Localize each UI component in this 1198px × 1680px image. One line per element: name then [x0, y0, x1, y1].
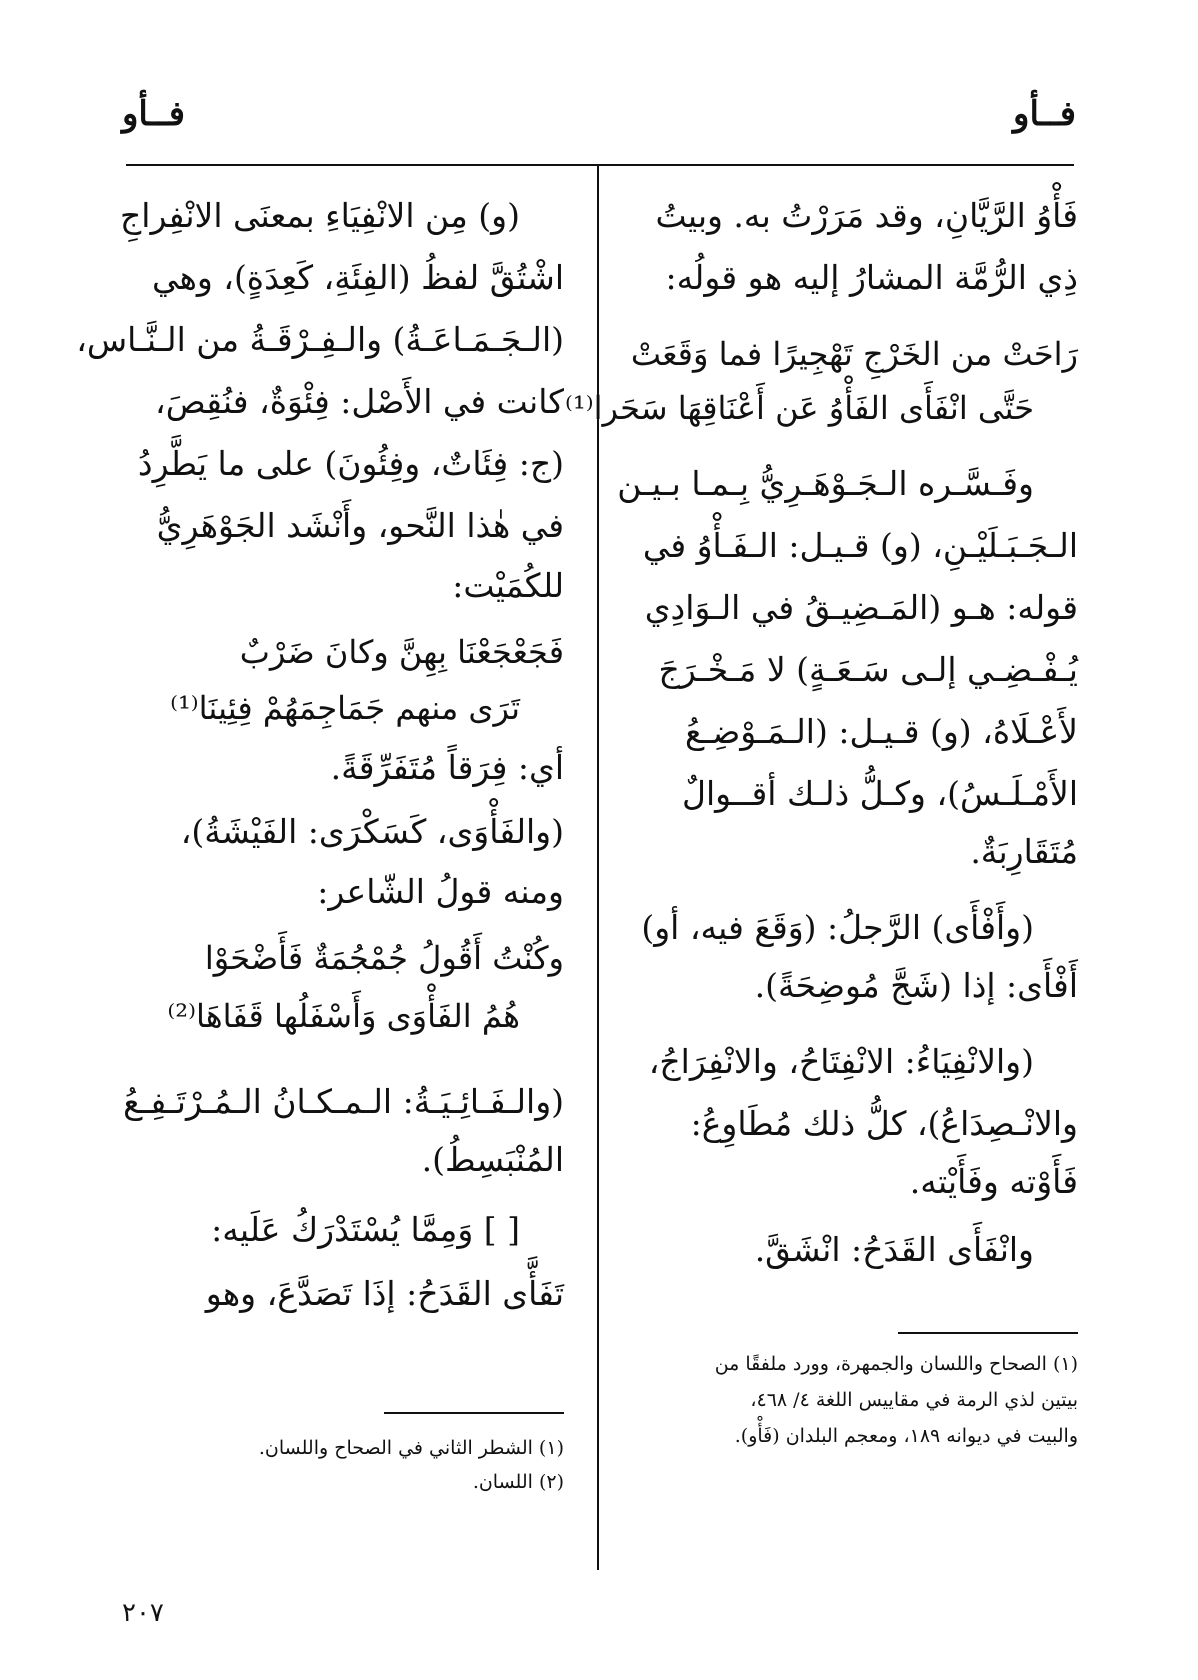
text-line: (والـفَـائِـيَـةُ: الـمـكـانُ الـمُـرْتَـفِـعُ [123, 1082, 564, 1121]
text-line: لأَعْـلَاهُ، (و) قـيـل: (الـمَـوْضِـعُ [685, 712, 1078, 751]
text-line: اشْتُقَّ لفظُ (الفِئَةِ، كَعِدَةٍ)، وهي [151, 258, 564, 297]
text-line: (الـجَـمَـاعَـةُ) والـفِـرْقَـةُ من الـنَّـاس، [76, 320, 564, 359]
text-line: فَأَوْته وفَأَيْته. [909, 1162, 1078, 1201]
text-line: [ ] وَمِمَّا يُسْتَدْرَكُ عَلَيه: [211, 1210, 520, 1249]
text-line: في هٰذا النَّحو، وأَنْشَد الجَوْهَرِيُّ [156, 506, 564, 545]
header-rule [126, 164, 1074, 166]
verse-line: هُمُ الفَأْوَى وَأَسْفَلُها قَفَاهَا⁽²⁾ [167, 997, 520, 1035]
text-line: أي: فِرَقاً مُتَفَرِّقَةً. [330, 748, 564, 787]
text-line: للكُمَيْت: [452, 566, 564, 605]
verse-line: رَاحَتْ من الخَرْجِ تَهْجِيرًا فما وَقَعَتْ [630, 335, 1078, 373]
verse-line: حَتَّى انْفَأَى الفَأْوُ عَن أَعْنَاقِهَا سَحَرا⁽¹⁾ [565, 389, 1034, 427]
text-line: وفَـسَّـره الـجَـوْهَـرِيُّ بِـمـا بـيـن [617, 464, 1034, 503]
text-line: كانت في الأَصْل: فِئْوَةٌ، فنُقِصَ، [155, 382, 564, 421]
column-divider [597, 166, 599, 1570]
text-line: وانْفَأَى القَدَحُ: انْشَقَّ. [754, 1230, 1034, 1269]
footnote-line: (١) الشطر الثاني في الصحاح واللسان. [258, 1437, 564, 1459]
footnote-rule-left [384, 1412, 564, 1414]
footnote-line: والبيت في ديوانه ١٨٩، ومعجم البلدان (فَأْو). [734, 1425, 1078, 1447]
text-line: أَفْأَى: إذا (شَجَّ مُوضِحَةً). [754, 966, 1078, 1005]
text-line: المُنْبَسِطُ). [421, 1140, 564, 1179]
text-line: (و) مِن الانْفِيَاءِ بمعنَى الانْفِراجِ [119, 196, 520, 235]
header-right-title: فــأو [1013, 94, 1076, 134]
text-line: (والانْفِيَاءُ: الانْفِتَاحُ، والانْفِرَاجُ، [648, 1042, 1034, 1081]
text-line: الـجَـبَـلَيْـنِ، (و) قـيـل: الـفَـأْوُ في [642, 526, 1078, 565]
page-number: ٢٠٧ [122, 1598, 164, 1628]
footnote-line: بيتين لذي الرمة في مقاييس اللغة ٤/ ٤٦٨، [750, 1389, 1078, 1411]
text-line: والانْـصِدَاعُ)، كلُّ ذلك مُطَاوِعُ: [690, 1104, 1078, 1143]
verse-line: تَرَى منهم جَمَاجِمَهُمْ فِئِينَا⁽¹⁾ [170, 689, 520, 727]
verse-line: وكُنْتُ أَقُولُ جُمْجُمَةٌ فَأَضْحَوْا [204, 939, 564, 977]
text-line: قوله: هـو (المَـضِيـقُ في الـوَادِي [644, 588, 1078, 627]
text-line: ذِي الرُّمَّة المشارُ إليه هو قولُه: [665, 258, 1078, 297]
text-line: (ج: فِئَاتٌ، وفِئُونَ) على ما يَطَّرِدُ [137, 444, 564, 483]
text-line: (وأَفْأَى) الرَّجلُ: (وَقَعَ فيه، أو) [641, 908, 1034, 947]
verse-line: فَجَعْجَعْنَا بِهِنَّ وكانَ ضَرْبٌ [239, 633, 564, 671]
footnote-line: (٢) اللسان. [472, 1471, 564, 1493]
footnote-rule-right [898, 1332, 1078, 1334]
text-line: تَفَأَّى القَدَحُ: إذَا تَصَدَّعَ، وهو [205, 1274, 564, 1313]
header-left-title: فــأو [122, 94, 185, 134]
text-line: ومنه قولُ الشّاعر: [317, 872, 564, 911]
text-line: فَأْوُ الرَّيَّانِ، وقد مَرَرْتُ به. وبيتُ [655, 196, 1078, 235]
text-line: الأَمْـلَـسُ)، وكـلُّ ذلـك أقــوالٌ [682, 774, 1078, 813]
footnote-line: (١) الصحاح واللسان والجمهرة، وورد ملفقًا من [714, 1353, 1078, 1375]
text-line: يُـفْـضِـي إلـى سَـعَـةٍ) لا مَـخْـرَجَ [658, 650, 1078, 689]
text-line: (والفَأْوَى، كَسَكْرَى: الفَيْشَةُ)، [180, 812, 564, 851]
text-line: مُتَقَارِبَةٌ. [970, 832, 1078, 871]
